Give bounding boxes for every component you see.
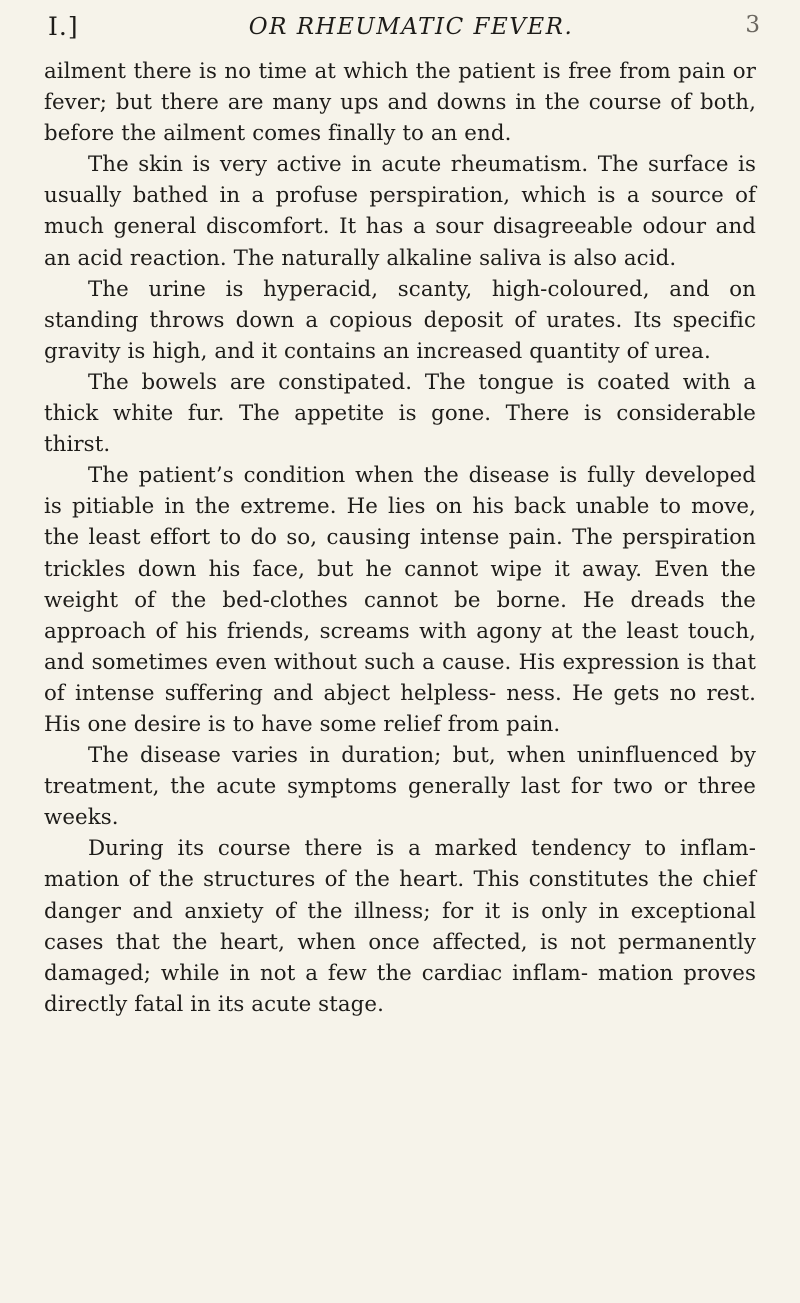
paragraph-heart: During its course there is a marked tendency to inflam- mation of the structures of the heart. This constitutes the chief danger and anxiety of the illness; for it is only in exceptional cases that the heart, when once affected, is not permanently damaged; while in not a few the cardiac inflam- mation proves directly fatal in its acute stage. (44, 836, 756, 1017)
paragraph-urine: The urine is hyperacid, scanty, high-coloured, and on standing throws down a copious deposit of urates. Its specific gravity is high, and it contains an increased quantity of urea. (44, 276, 756, 364)
running-title: OR RHEUMATIC FEVER. (248, 14, 574, 40)
chapter-marker: I.] (48, 12, 79, 41)
paragraph-condition: The patient’s condition when the disease is fully developed is pitiable in the extreme. He lies on his back unable to move, the least effort to do so, causing intense pain. The perspiration trickles down his face, but he cannot wipe it away. Even the weight of the bed-clothes cannot be borne. He dreads the approach of his friends, screams with agony at the least touch, and sometimes even without such a cause. His expression is that of intense suffering and abject helpless- ness. He gets no rest. His one desire is to have some relief from pain. (44, 463, 756, 737)
paragraph-bowels: The bowels are constipated. The tongue is coated with a thick white fur. The appetite is gone. There is considerable thirst. (44, 369, 756, 458)
paragraph-duration: The disease varies in duration; but, when uninfluenced by treatment, the acute symptoms generally last for two or three weeks. (44, 743, 756, 831)
running-head (0, 0, 800, 60)
paragraph-continuation: ailment there is no time at which the patient is free from pain or fever; but there are many ups and downs in the course of both, before the ailment comes finally to an end. (44, 59, 756, 147)
paragraph-skin: The skin is very active in acute rheumatism. The surface is usually bathed in a profuse perspiration, which is a source of much general discomfort. It has a sour disagreeable odour and an acid reaction. The naturally alkaline saliva is also acid. (44, 152, 756, 271)
page-number: 3 (745, 12, 760, 38)
body-text (44, 56, 756, 1020)
